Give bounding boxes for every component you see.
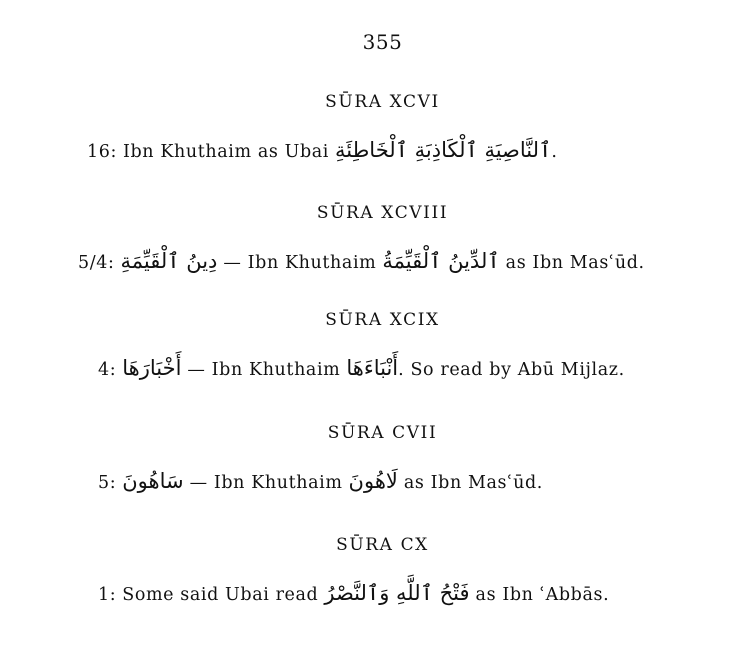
entry-cx-1 [98, 581, 609, 605]
entry-text: as Ibn ʿAbbās. [475, 585, 610, 605]
sura-heading-xcix: SŪRA XCIX [325, 310, 440, 330]
entry-text: — Ibn Khuthaim [223, 253, 377, 273]
sura-heading-cvii: SŪRA CVII [327, 423, 438, 443]
verse-number: 1: [98, 585, 117, 605]
arabic-reading: دِينُ ٱلْقَيِّمَةِ [120, 249, 218, 273]
arabic-reading: أَخْبَارَهَا [122, 356, 182, 380]
page-number: 355 [362, 30, 403, 54]
entry-text: as Ibn Masʿūd. [403, 473, 543, 493]
verse-number: 4: [98, 360, 117, 380]
entry-xcviii-5-4 [78, 249, 645, 273]
entry-cvii-5 [98, 469, 543, 493]
entry-text: as Ibn Masʿūd. [505, 253, 645, 273]
verse-number: 16: [87, 142, 117, 162]
entry-text: — Ibn Khuthaim [187, 360, 341, 380]
arabic-reading: أَنْبَاءَهَا [346, 356, 399, 380]
verse-number: 5/4: [78, 253, 115, 273]
entry-text: . [551, 142, 558, 162]
sura-heading-cx: SŪRA CX [336, 535, 429, 555]
verse-number: 5: [98, 473, 117, 493]
arabic-reading: فَتْحُ ٱللَّهِ وَٱلنَّصْرُ [324, 581, 470, 605]
sura-heading-xcvi: SŪRA XCVI [325, 92, 440, 112]
entry-text: Ibn Khuthaim as Ubai [122, 142, 329, 162]
entry-xcvi-16 [87, 138, 558, 162]
entry-text: — Ibn Khuthaim [189, 473, 343, 493]
arabic-reading: سَاهُونَ [122, 469, 184, 493]
sura-heading-xcviii: SŪRA XCVIII [316, 203, 449, 223]
entry-text: . So read by Abū Mijlaz. [398, 360, 625, 380]
arabic-reading: ٱلنَّاصِيَةِ ٱلْكَاذِبَةِ ٱلْخَاطِئَةِ [334, 138, 552, 162]
arabic-reading: ٱلدِّينُ ٱلْقَيِّمَةُ [382, 249, 500, 273]
arabic-reading: لَاهُونَ [348, 469, 398, 493]
entry-text: Some said Ubai read [122, 585, 319, 605]
entry-xcix-4 [98, 356, 625, 380]
